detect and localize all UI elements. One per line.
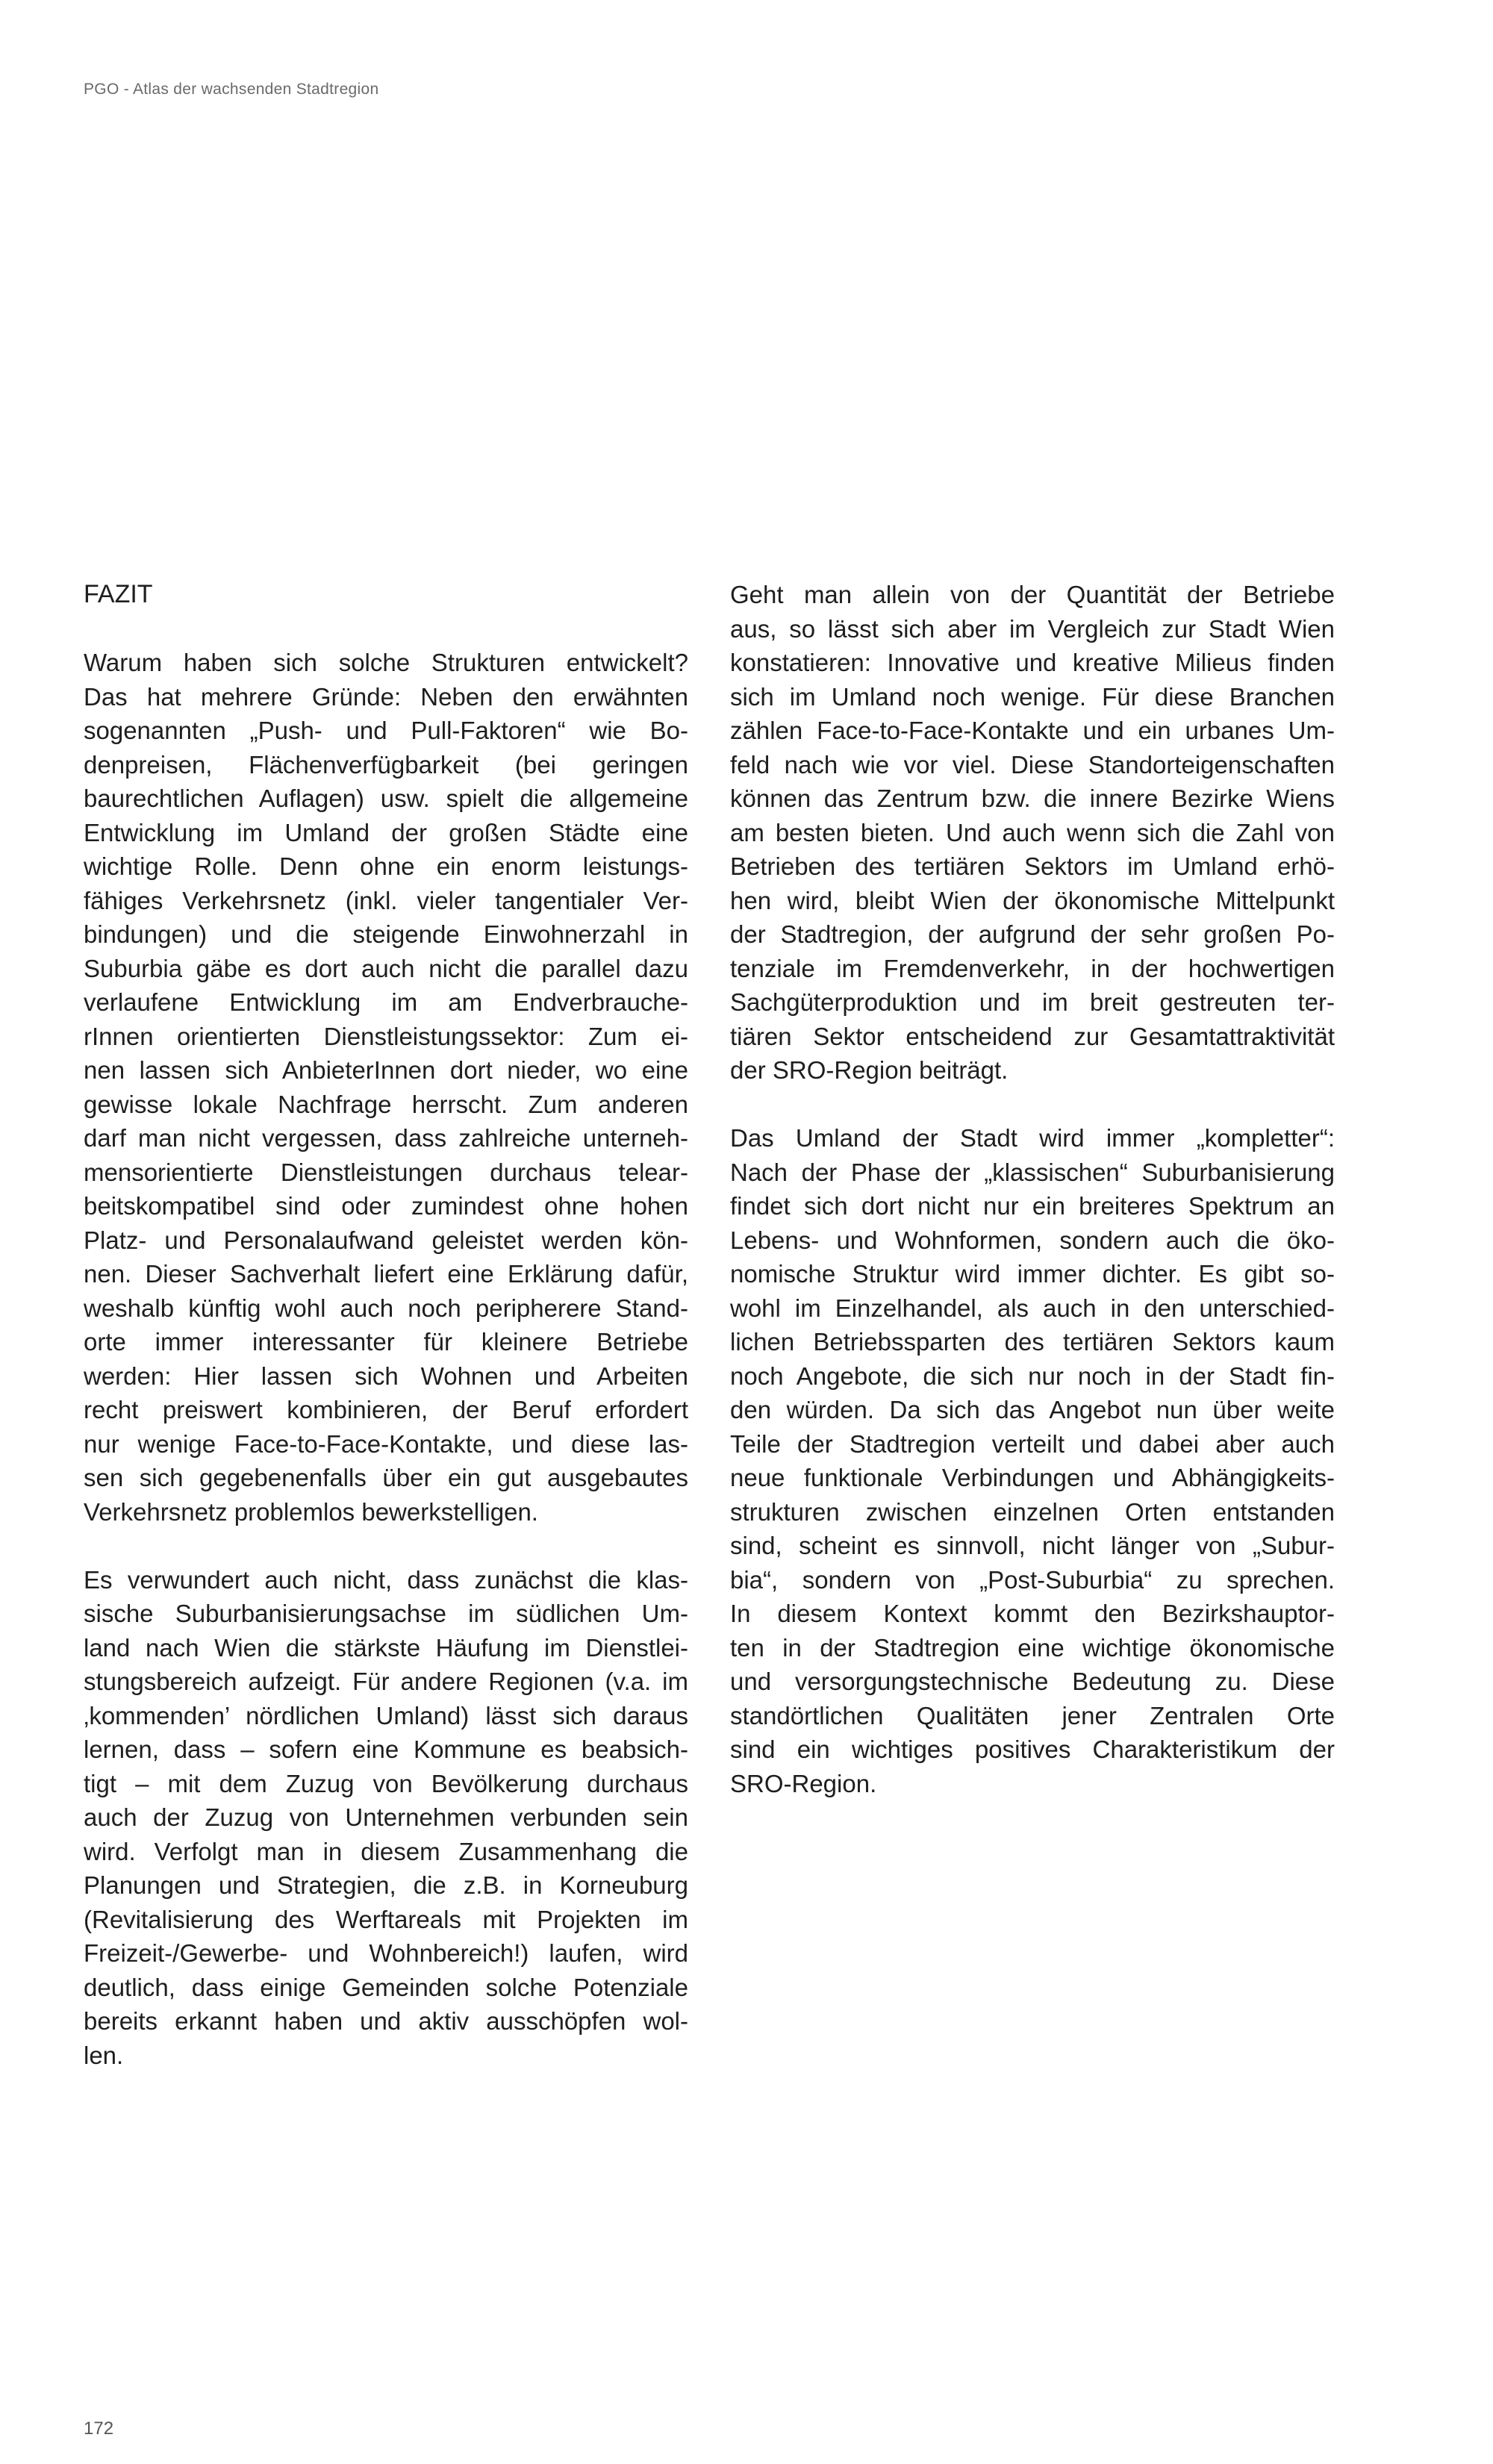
text-line: konstatieren: Innovative und kreative Milieus finden	[730, 649, 1335, 676]
text-line: gewisse lokale Nachfrage herrscht. Zum anderen	[84, 1090, 688, 1118]
text-line: stungsbereich aufzeigt. Für andere Regionen (v.a. im	[84, 1668, 688, 1695]
text-line: hen wird, bleibt Wien der ökonomische Mittelpunkt	[730, 886, 1335, 914]
text-line: mensorientierte Dienstleistungen durchaus telear-	[84, 1158, 688, 1186]
section-heading: FAZIT	[84, 580, 153, 608]
text-line: Planungen und Strategien, die z.B. in Korneuburg	[84, 1871, 688, 1899]
text-line: beitskompatibel sind oder zumindest ohne hohen	[84, 1192, 688, 1220]
paragraph	[84, 646, 688, 1529]
text-line: auch der Zuzug von Unternehmen verbunden sein	[84, 1803, 688, 1831]
text-line: aus, so lässt sich aber im Vergleich zur Stadt Wien	[730, 614, 1335, 643]
text-line: bindungen) und die steigende Einwohnerzahl in	[84, 920, 688, 948]
text-line: verlaufene Entwicklung im am Endverbrauche-	[84, 988, 688, 1016]
text-line: Das hat mehrere Gründe: Neben den erwähnten	[84, 682, 688, 711]
right-column	[730, 578, 1335, 1835]
text-line: lernen, dass – sofern eine Kommune es beabsich-	[84, 1735, 688, 1763]
running-header: PGO - Atlas der wachsenden Stadtregion	[84, 81, 379, 98]
text-line: nen. Dieser Sachverhalt liefert eine Erklärung dafür,	[84, 1260, 688, 1288]
text-line: weshalb künftig wohl auch noch peripherere Stand-	[84, 1294, 688, 1322]
text-line: SRO-Region.	[730, 1769, 877, 1797]
text-line: wird. Verfolgt man in diesem Zusammenhang die	[84, 1837, 688, 1865]
text-line: sich im Umland noch wenige. Für diese Branchen	[730, 682, 1335, 711]
text-line: nomische Struktur wird immer dichter. Es gibt so-	[730, 1260, 1335, 1288]
text-line: darf man nicht vergessen, dass zahlreiche unterneh-	[84, 1124, 688, 1152]
text-line: Verkehrsnetz problemlos bewerkstelligen.	[84, 1497, 538, 1526]
paragraph	[730, 578, 1335, 1088]
text-line: noch Angebote, die sich nur noch in der Stadt fin-	[730, 1362, 1335, 1390]
paragraph	[84, 1563, 688, 2073]
text-line: der Stadtregion, der aufgrund der sehr großen Po-	[730, 920, 1335, 948]
text-line: (Revitalisierung des Werftareals mit Projekten im	[84, 1905, 688, 1933]
text-line: In diesem Kontext kommt den Bezirkshauptor-	[730, 1600, 1335, 1627]
text-line: am besten bieten. Und auch wenn sich die Zahl von	[730, 818, 1335, 846]
text-line: Sachgüterproduktion und im breit gestreuten ter-	[730, 988, 1335, 1016]
text-line: zählen Face-to-Face-Kontakte und ein urbanes Um-	[730, 717, 1335, 744]
text-line: wohl im Einzelhandel, als auch in den unterschied-	[730, 1294, 1335, 1322]
text-line: ‚kommenden’ nördlichen Umland) lässt sich daraus	[84, 1701, 688, 1730]
text-line: Geht man allein von der Quantität der Betriebe	[730, 581, 1335, 608]
text-line: Freizeit-/Gewerbe- und Wohnbereich!) laufen, wird	[84, 1939, 688, 1967]
text-line: orte immer interessanter für kleinere Betriebe	[84, 1328, 688, 1356]
text-line: neue funktionale Verbindungen und Abhängigkeits-	[730, 1464, 1335, 1491]
text-line: sogenannten „Push- und Pull-Faktoren“ wie Bo-	[84, 717, 688, 744]
text-line: sind, scheint es sinnvoll, nicht länger von „Subur-	[730, 1532, 1335, 1559]
text-line: werden: Hier lassen sich Wohnen und Arbeiten	[84, 1362, 688, 1390]
left-column	[84, 578, 688, 2106]
text-line: den würden. Da sich das Angebot nun über weite	[730, 1396, 1335, 1423]
text-line: und versorgungstechnische Bedeutung zu. Diese	[730, 1668, 1335, 1695]
text-line: land nach Wien die stärkste Häufung im Dienstlei-	[84, 1633, 688, 1662]
text-line: denpreisen, Flächenverfügbarkeit (bei geringen	[84, 750, 688, 779]
text-line: Es verwundert auch nicht, dass zunächst die klas-	[84, 1565, 688, 1594]
text-line: feld nach wie vor viel. Diese Standorteigenschaften	[730, 750, 1335, 779]
text-line: baurechtlichen Auflagen) usw. spielt die allgemeine	[84, 785, 688, 812]
paragraph	[730, 1121, 1335, 1800]
text-line: ten in der Stadtregion eine wichtige ökonomische	[730, 1633, 1335, 1662]
text-line: sische Suburbanisierungsachse im südlichen Um-	[84, 1600, 688, 1627]
text-line: können das Zentrum bzw. die innere Bezirke Wiens	[730, 785, 1335, 812]
text-line: Entwicklung im Umland der großen Städte eine	[84, 818, 688, 846]
text-line: nen lassen sich AnbieterInnen dort nieder, wo eine	[84, 1056, 688, 1084]
page-number: 172	[84, 2418, 114, 2439]
text-line: strukturen zwischen einzelnen Orten entstanden	[730, 1497, 1335, 1526]
text-line: tigt – mit dem Zuzug von Bevölkerung durchaus	[84, 1769, 688, 1797]
text-line: recht preiswert kombinieren, der Beruf erfordert	[84, 1396, 688, 1423]
text-line: len.	[84, 2041, 124, 2069]
text-line: bia“, sondern von „Post-Suburbia“ zu sprechen.	[730, 1565, 1335, 1594]
text-line: Das Umland der Stadt wird immer „kompletter“:	[730, 1124, 1335, 1152]
text-line: tiären Sektor entscheidend zur Gesamtattraktivität	[730, 1022, 1335, 1050]
text-line: wichtige Rolle. Denn ohne ein enorm leistungs-	[84, 852, 688, 880]
text-line: sind ein wichtiges positives Charakteristikum der	[730, 1735, 1335, 1763]
text-line: der SRO-Region beiträgt.	[730, 1056, 1009, 1084]
text-line: sen sich gegebenenfalls über ein gut ausgebautes	[84, 1464, 688, 1491]
text-line: deutlich, dass einige Gemeinden solche Potenziale	[84, 1973, 688, 2001]
text-line: Suburbia gäbe es dort auch nicht die parallel dazu	[84, 954, 688, 982]
text-line: lichen Betriebssparten des tertiären Sektors kaum	[730, 1328, 1335, 1356]
text-line: nur wenige Face-to-Face-Kontakte, und diese las-	[84, 1429, 688, 1458]
text-line: Teile der Stadtregion verteilt und dabei aber auch	[730, 1429, 1335, 1458]
text-line: Platz- und Personalaufwand geleistet werden kön-	[84, 1226, 688, 1254]
text-line: tenziale im Fremdenverkehr, in der hochwertigen	[730, 954, 1335, 982]
text-line: Nach der Phase der „klassischen“ Suburbanisierung	[730, 1158, 1335, 1186]
text-line: fähiges Verkehrsnetz (inkl. vieler tangentialer Ver-	[84, 886, 688, 914]
text-line: bereits erkannt haben und aktiv ausschöpfen wol-	[84, 2007, 688, 2035]
text-line: findet sich dort nicht nur ein breiteres Spektrum an	[730, 1192, 1335, 1220]
text-line: Betrieben des tertiären Sektors im Umland erhö-	[730, 852, 1335, 880]
text-line: standörtlichen Qualitäten jener Zentralen Orte	[730, 1701, 1335, 1730]
text-line: rInnen orientierten Dienstleistungssektor: Zum ei-	[84, 1022, 688, 1050]
text-line: Warum haben sich solche Strukturen entwickelt?	[84, 649, 688, 676]
text-line: Lebens- und Wohnformen, sondern auch die öko-	[730, 1226, 1335, 1254]
